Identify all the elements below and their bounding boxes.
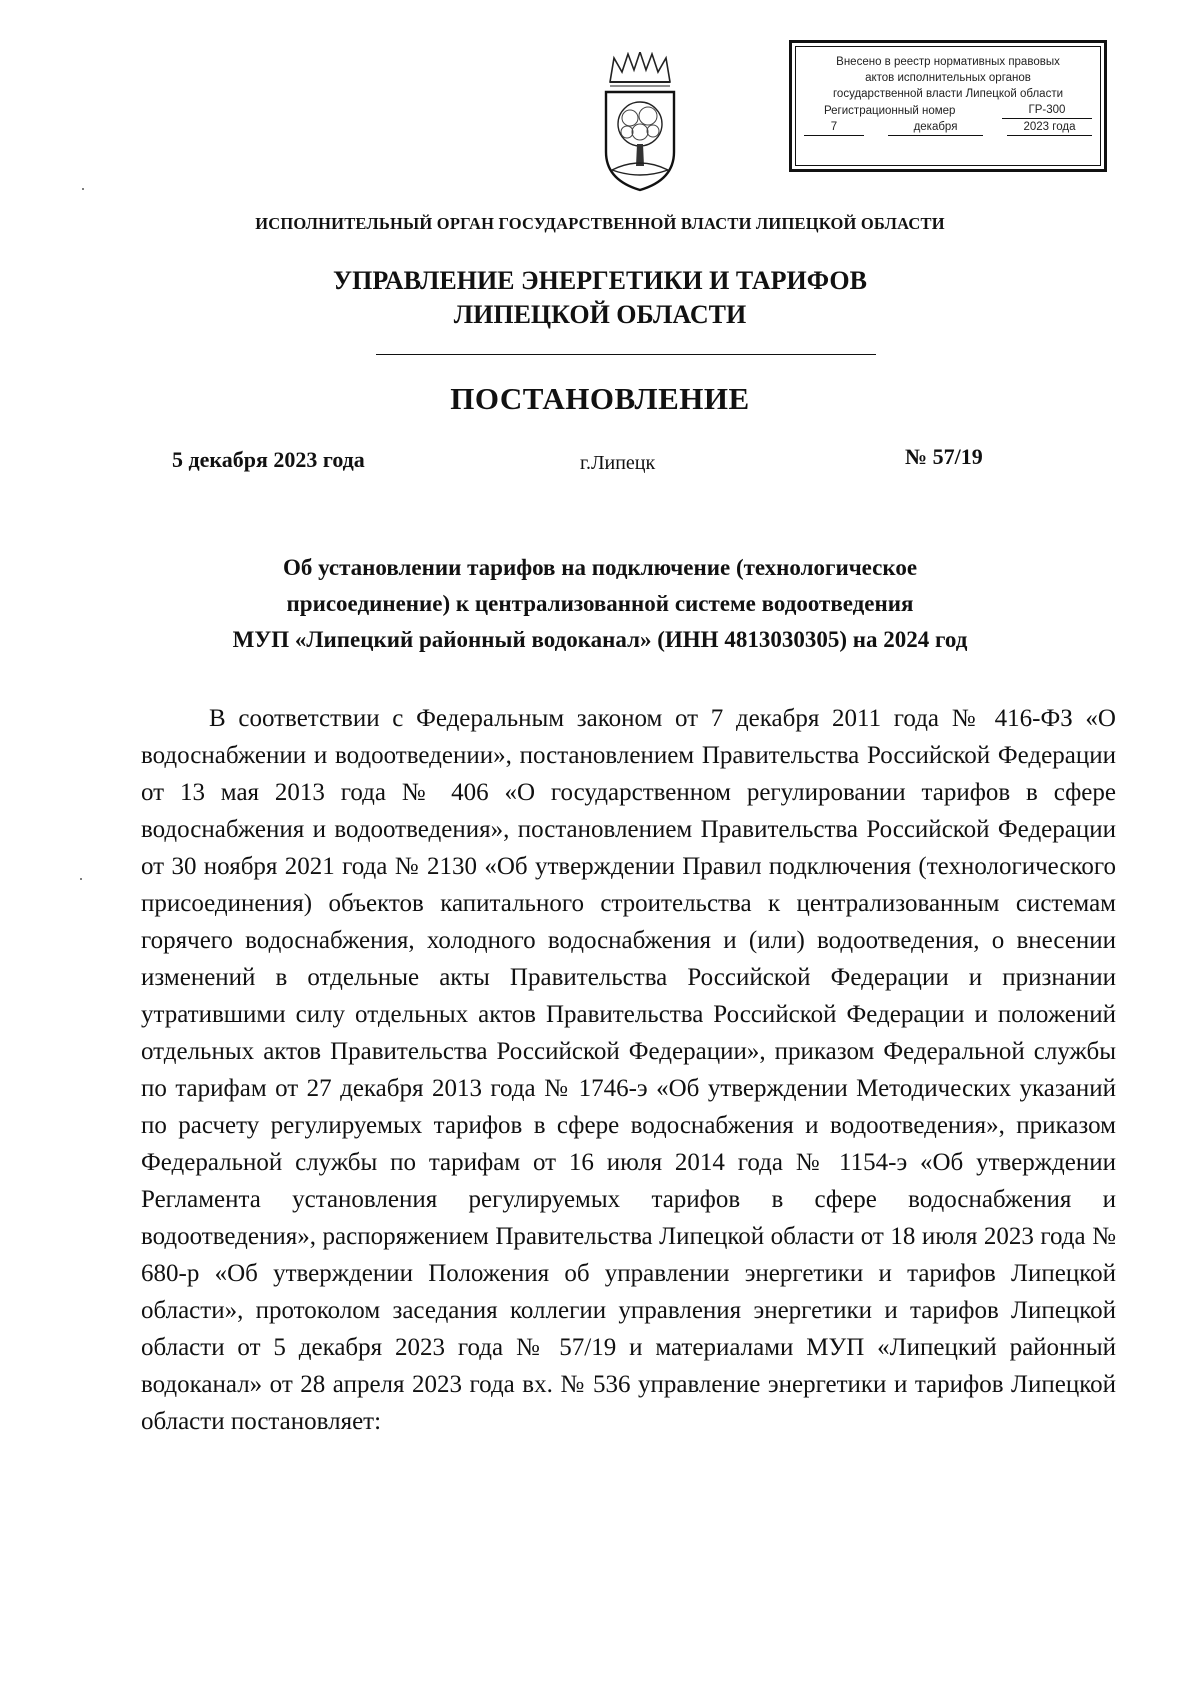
document-number: № 57/19	[905, 444, 983, 469]
stamp-line-3: государственной власти Липецкой области	[832, 88, 1064, 100]
document-title	[0, 550, 1200, 658]
stamp-line-1: Внесено в реестр нормативных правовых	[836, 56, 1060, 68]
stamp-date-month: декабря	[888, 120, 983, 136]
document-body-paragraph: В соответствии с Федеральным законом от 7 декабря 2011 года № 416-ФЗ «О водоснабжении и водоотведении», постановлением Правительства Российской Федерации от 13 мая 2013 года № 406 «О государственном регулировании тарифов в сфере водоснабжения и водоотведения», постановлением Правительства Российской Федерации от 30 ноября 2021 года № 2130 «Об утверждении Правил подключения (технологического присоединения) объектов капитального строительства к централизованным системам горячего водоснабжения, холодного водоснабжения и (или) водоотведения, о внесении изменений в отдельные акты Правительства Российской Федерации и признании утратившими силу отдельных актов Правительства Российской Федерации и положений отдельных актов Правительства Российской Федерации», приказом Федеральной службы по тарифам от 27 декабря 2013 года № 1746-э «Об утверждении Методических указаний по расчету регулируемых тарифов в сфере водоснабжения и водоотведения», приказом Федеральной службы по тарифам от 16 июля 2014 года № 1154-э «Об утверждении Регламента установления регулируемых тарифов в сфере водоснабжения и водоотведения», распоряжением Правительства Липецкой области от 18 июля 2023 года № 680-р «Об утверждении Положения об управлении энергетики и тарифов Липецкой области», протоколом заседания коллегии управления энергетики и тарифов Липецкой области от 5 декабря 2023 года № 57/19 и материалами МУП «Липецкий районный водоканал» от 28 апреля 2023 года вх. № 536 управление энергетики и тарифов Липецкой области постановляет:	[141, 705, 1116, 1435]
document-title-line-3: МУП «Липецкий районный водоканал» (ИНН 4813030305) на 2024 год	[232, 627, 968, 652]
organization-name-line-2: ЛИПЕЦКОЙ ОБЛАСТИ	[453, 300, 747, 329]
document-type: ПОСТАНОВЛЕНИЕ	[450, 381, 750, 416]
coat-of-arms-emblem	[600, 52, 680, 192]
header-divider	[376, 354, 876, 355]
organization-name-line-1: УПРАВЛЕНИЕ ЭНЕРГЕТИКИ И ТАРИФОВ	[333, 266, 867, 295]
scan-speck	[80, 878, 82, 880]
registry-stamp	[789, 40, 1107, 172]
stamp-date-year: 2023 года	[1007, 120, 1092, 136]
stamp-line-2: актов исполнительных органов	[865, 72, 1031, 84]
document-title-line-1: Об установлении тарифов на подключение (технологическое	[282, 555, 918, 580]
document-date: 5 декабря 2023 года	[172, 447, 365, 472]
document-city: г.Липецк	[580, 452, 656, 474]
parent-authority: ИСПОЛНИТЕЛЬНЫЙ ОРГАН ГОСУДАРСТВЕННОЙ ВЛАСТИ ЛИПЕЦКОЙ ОБЛАСТИ	[255, 214, 945, 233]
document-title-line-2: присоединение) к централизованной системе водоотведения	[286, 591, 914, 616]
scan-speck	[82, 188, 84, 190]
stamp-registration-row	[804, 103, 1092, 119]
stamp-date-row	[804, 120, 1092, 136]
organization-name	[0, 264, 1200, 332]
stamp-registration-label: Регистрационный номер	[824, 105, 956, 117]
stamp-date-day: 7	[804, 120, 864, 136]
stamp-registration-number: ГР-300	[1002, 103, 1092, 119]
